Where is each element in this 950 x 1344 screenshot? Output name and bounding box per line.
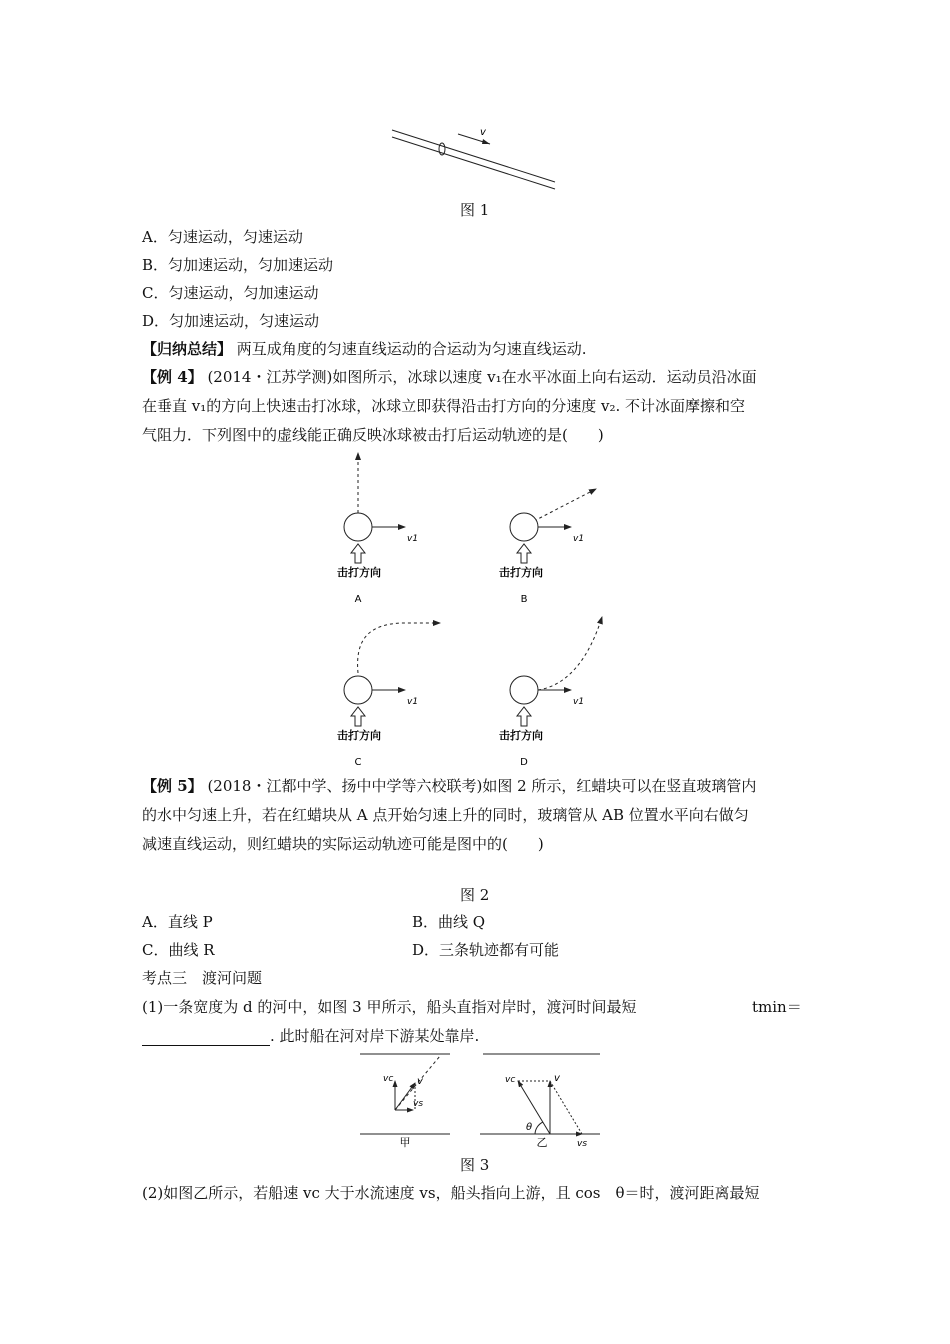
figure-3-right [480, 1054, 600, 1148]
vs-label-left: vs [413, 1099, 424, 1109]
paragraph-1-line1 [142, 997, 636, 1017]
velocity-arrowhead [482, 139, 490, 144]
hit-label-a: 击打方向 [337, 566, 381, 579]
v1-label-b: v1 [573, 534, 585, 544]
paragraph-1-text2: . 此时船在河对岸下游某处靠岸. [270, 1027, 480, 1045]
v-arrow-left [395, 1083, 415, 1110]
example4-line3: 气阻力．下列图中的虚线能正确反映冰球被击打后运动轨迹的是( ) [142, 426, 604, 444]
puck-a [344, 513, 372, 541]
label-yi: 乙 [536, 1136, 548, 1148]
hit-arrow-c [351, 707, 365, 726]
velocity-label: v [480, 127, 486, 138]
figure-1-caption: 图 1 [460, 201, 490, 219]
example4-source: (2014・江苏学测) [207, 368, 333, 386]
hit-label-d: 击打方向 [499, 729, 543, 742]
label-c: C [354, 757, 362, 768]
puck-c [344, 676, 372, 704]
label-a: A [354, 594, 362, 605]
trajectory-b [534, 489, 596, 521]
label-jia: 甲 [399, 1136, 411, 1148]
figure-3-diagram [355, 1048, 605, 1148]
figure-3-left [360, 1054, 450, 1148]
option-b: B．匀加速运动，匀加速运动 [142, 256, 334, 274]
trajectory-d [538, 617, 602, 690]
option-a-figure [337, 453, 418, 605]
hit-label-b: 击打方向 [499, 566, 543, 579]
hit-arrow-a [351, 544, 365, 563]
q5-option-b: B．曲线 Q [412, 913, 486, 931]
option-a: A．匀速运动，匀速运动 [142, 228, 303, 246]
v-label-left: v [417, 1076, 423, 1087]
paragraph-1-line2 [142, 1026, 479, 1046]
figure-2-caption: 图 2 [460, 886, 490, 904]
example4-line2: 在垂直 v₁的方向上快速击打冰球，冰球立即获得沿击打方向的分速度 v₂. 不计冰面摩擦和空 [142, 397, 746, 415]
option-b-figure [499, 489, 596, 605]
example5-line2: 的水中匀速上升，若在红蜡块从 A 点开始匀速上升的同时，玻璃管从 AB 位置水平向右做匀 [142, 806, 749, 824]
paragraph-1-text: (1)一条宽度为 d 的河中，如图 3 甲所示，船头直指对岸时，渡河时间最短 [142, 998, 637, 1016]
theta-label: θ [526, 1122, 533, 1133]
vc-label-left: vc [383, 1074, 394, 1084]
example5-text1: (2018・江都中学、扬中中学等六校联考)如图 2 所示，红蜡块可以在竖直玻璃管内 [207, 777, 757, 795]
example5-line1 [142, 776, 756, 796]
v1-label-c: v1 [407, 697, 419, 707]
summary-text: 两互成角度的匀速直线运动的合运动为匀速直线运动. [236, 340, 587, 358]
section-title: 考点三 渡河问题 [142, 969, 263, 987]
paragraph-2: (2)如图乙所示，若船速 vc 大于水流速度 vs，船头指向上游，且 cos θ＝时，渡河距离最短 [142, 1184, 760, 1202]
vc-label-right: vc [505, 1075, 516, 1085]
vs-label-right: vs [577, 1139, 588, 1148]
q5-option-d: D．三条轨迹都有可能 [412, 941, 560, 959]
ice-puck-figures [320, 445, 620, 770]
summary-line [142, 339, 587, 359]
v1-label-d: v1 [573, 697, 585, 707]
trajectory-c [358, 623, 440, 673]
hit-arrow-d [517, 707, 531, 726]
puck-d [510, 676, 538, 704]
option-d: D．匀加速运动，匀速运动 [142, 312, 320, 330]
figure-3-caption: 图 3 [460, 1156, 490, 1174]
option-d-figure [499, 617, 602, 768]
option-c-figure [337, 623, 440, 768]
q5-option-c: C．曲线 R [142, 941, 215, 959]
vc-arrow-right [518, 1081, 550, 1134]
example4-line1 [142, 367, 757, 387]
diag-dashed-right [550, 1081, 582, 1134]
example4-text1: 如图所示，冰球以速度 v₁在水平冰面上向右运动．运动员沿冰面 [332, 368, 757, 386]
hit-arrow-b [517, 544, 531, 563]
example5-tag: 【例 5】 [142, 777, 203, 795]
v1-label-a: v1 [407, 534, 419, 544]
answer-blank[interactable] [142, 1031, 270, 1046]
tmin-label: tmin＝ [752, 998, 802, 1016]
q5-option-a: A．直线 P [142, 913, 213, 931]
puck-b [510, 513, 538, 541]
summary-tag: 【归纳总结】 [142, 340, 233, 358]
tube-line-lower [392, 137, 555, 189]
tube-line-upper [392, 130, 555, 182]
figure-1-diagram [380, 120, 570, 195]
hit-label-c: 击打方向 [337, 729, 381, 742]
v-label-right: v [554, 1073, 560, 1084]
theta-arc [535, 1122, 543, 1134]
option-c: C．匀速运动，匀加速运动 [142, 284, 319, 302]
example4-tag: 【例 4】 [142, 368, 203, 386]
label-d: D [520, 757, 528, 768]
example5-line3: 减速直线运动，则红蜡块的实际运动轨迹可能是图中的( ) [142, 835, 544, 853]
label-b: B [520, 594, 528, 605]
